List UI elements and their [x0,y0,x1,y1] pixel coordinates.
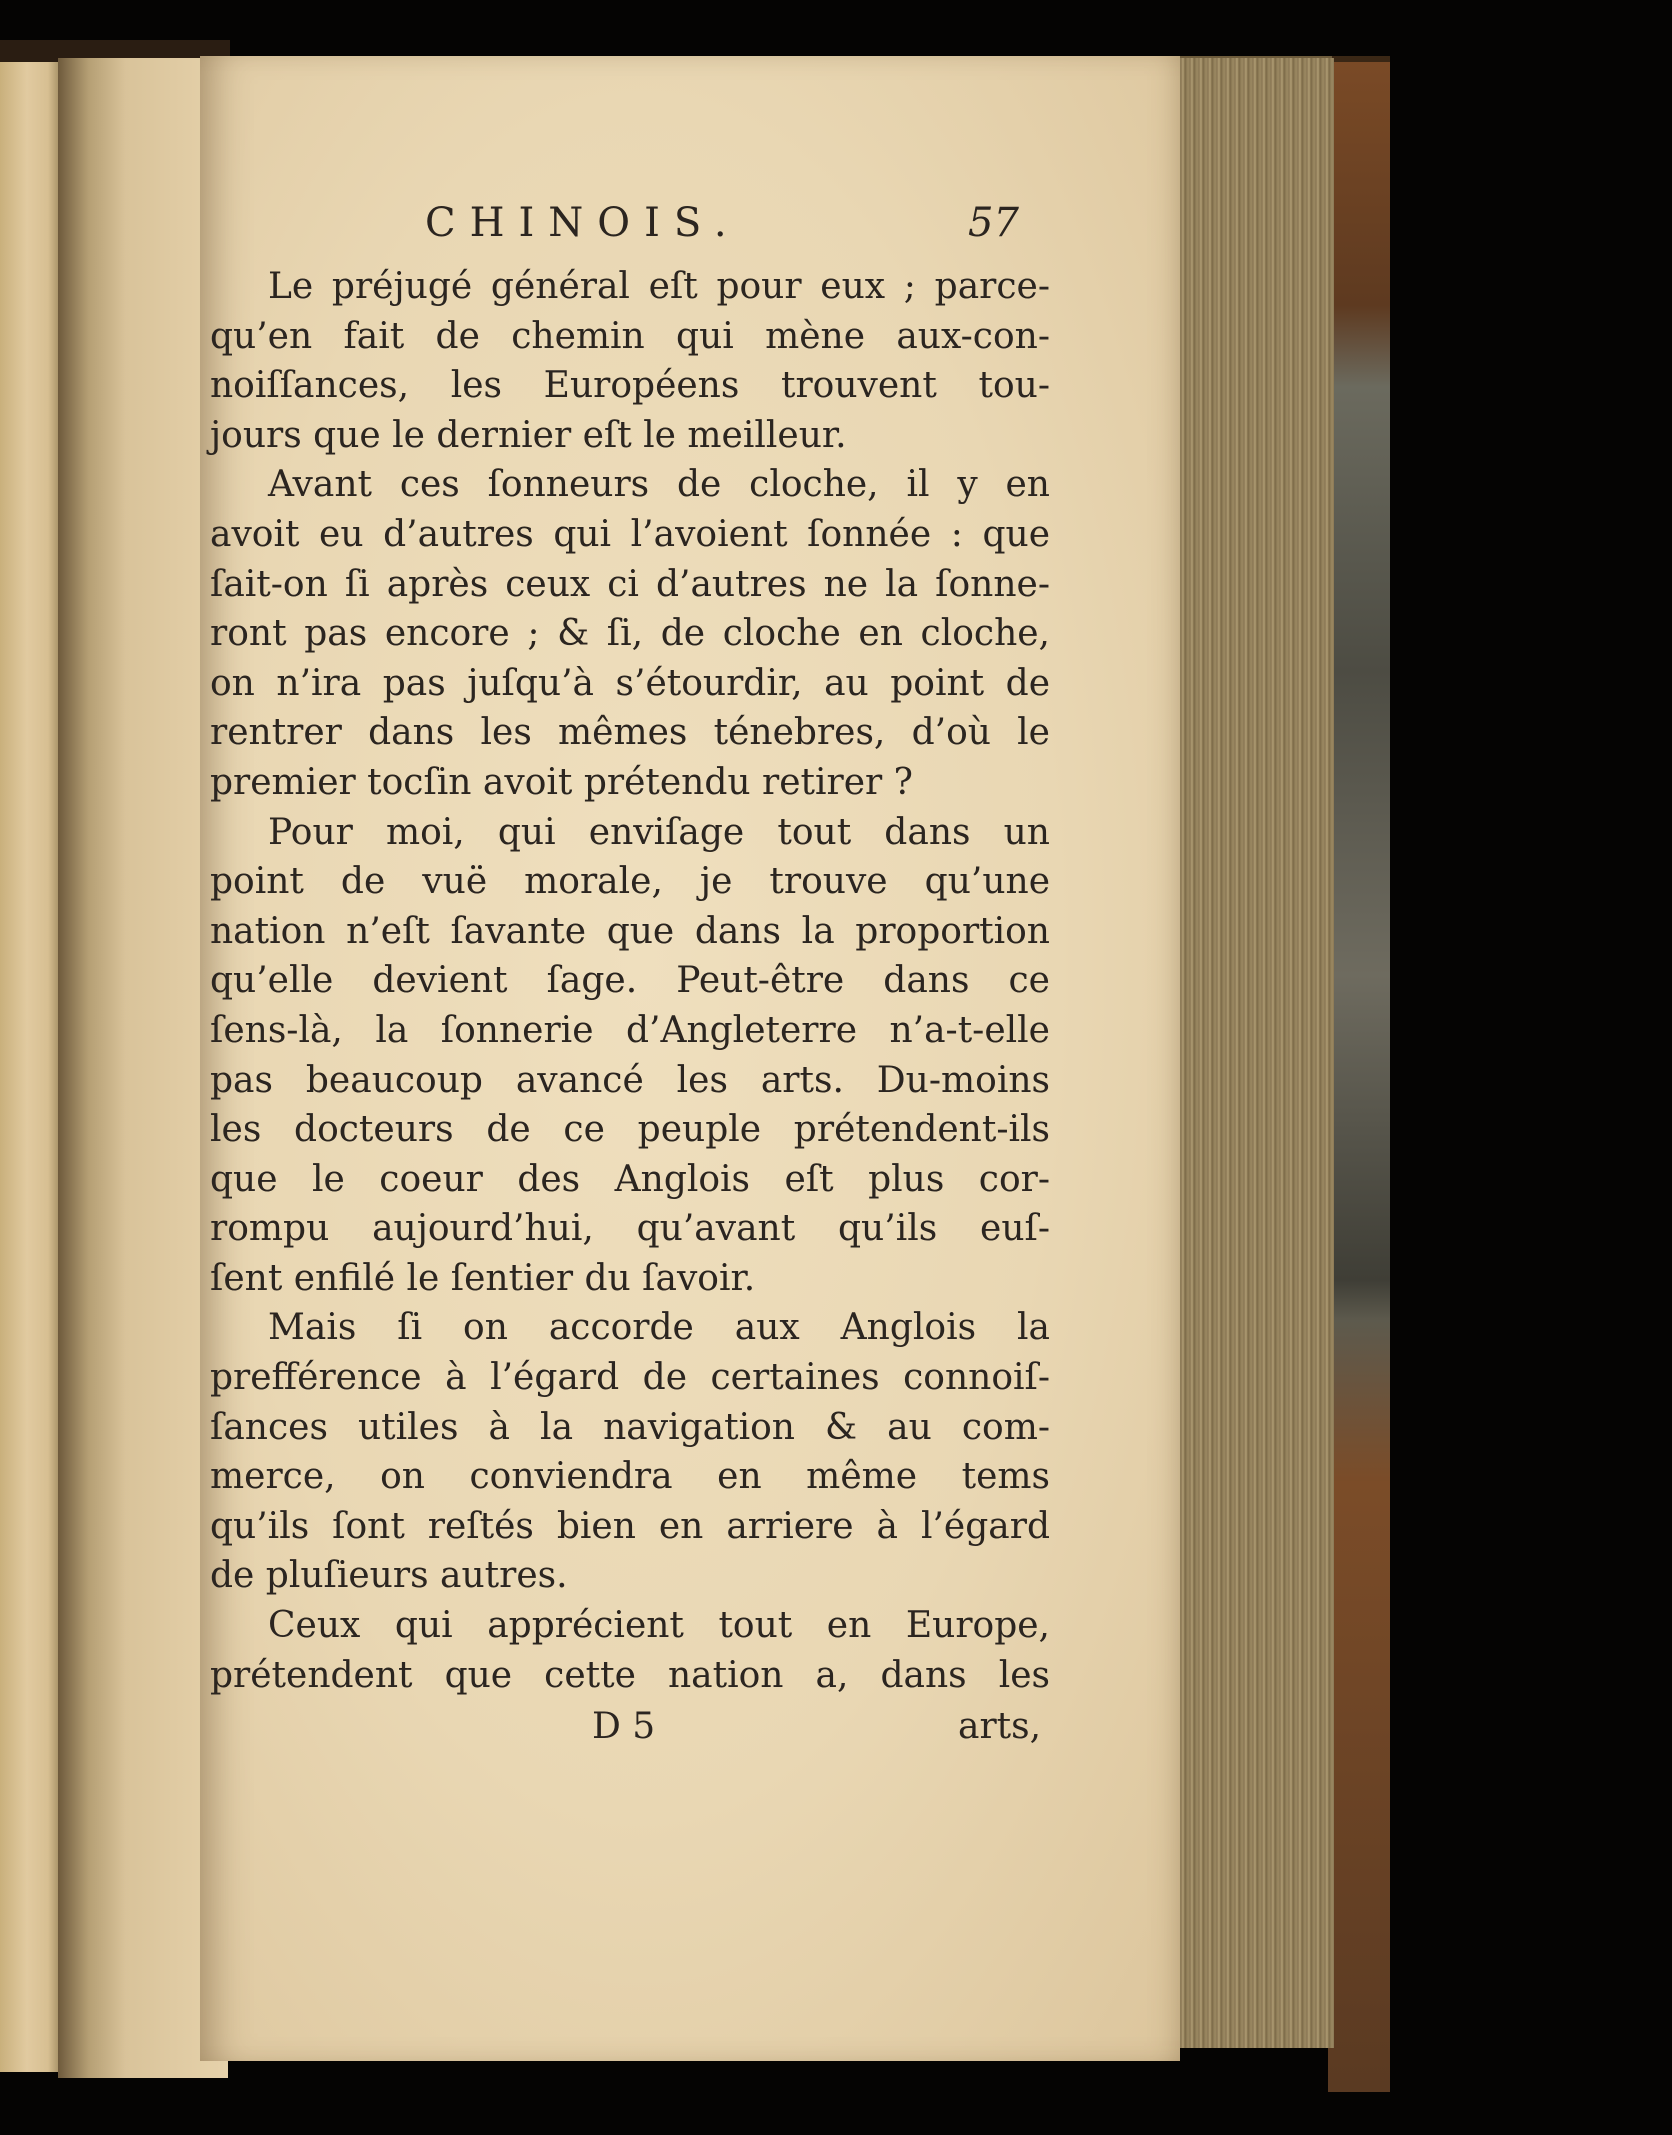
text-line: qu’ils ſont reſtés bien en arriere à l’égard [210,1505,1050,1547]
text-line: noiſſances, les Européens trouvent tou- [210,365,1050,407]
signature-mark: D 5 [592,1706,656,1748]
text-line: qu’elle devient ſage. Peut-être dans ce [210,960,1050,1002]
text-line: Pour moi, qui enviſage tout dans un [268,811,1050,853]
page-text [210,200,1050,1756]
text-line: merce, on conviendra en même tems [210,1456,1050,1498]
text-line: ſent enfilé le ſentier du ſavoir. [210,1257,756,1299]
text-line: prétendent que cette nation a, dans les [210,1654,1050,1696]
text-line: premier tocſin avoit prétendu retirer ? [210,761,913,803]
page-edges [1172,58,1334,2048]
text-line: ront pas encore ; & ſi, de cloche en cloche, [210,613,1050,655]
page-number: 57 [968,200,1019,246]
text-line: Ceux qui apprécient tout en Europe, [268,1605,1050,1647]
text-line: Le préjugé général eſt pour eux ; parce- [268,266,1050,307]
text-line: point de vuë morale, je trouve qu’une [210,861,1050,903]
text-line: Avant ces ſonneurs de cloche, il y en [268,464,1050,506]
text-line: que le coeur des Anglois eſt plus cor- [210,1158,1050,1200]
text-line: Mais ſi on accorde aux Anglois la [268,1307,1050,1349]
text-line: les docteurs de ce peuple prétendent-ils [210,1109,1050,1151]
running-header [210,200,1050,262]
text-line: pas beaucoup avancé les arts. Du-moins [210,1059,1050,1101]
text-line: rompu aujourd’hui, qu’avant qu’ils euſ- [210,1208,1050,1250]
text-line: ſances utiles à la navigation & au com- [210,1406,1050,1448]
book-cover-binding [1328,62,1390,2092]
catchword: arts, [958,1706,1042,1748]
text-line: prefférence à l’égard de certaines connoiſ- [210,1357,1050,1399]
text-line: de pluſieurs autres. [210,1555,568,1597]
text-line: avoit eu d’autres qui l’avoient ſonnée : que [210,513,1050,555]
page-footer [210,1706,1050,1756]
text-line: ſens-là, la ſonnerie d’Angleterre n’a-t-elle [210,1009,1050,1051]
text-line: qu’en fait de chemin qui mène aux-con- [210,315,1050,357]
text-line: rentrer dans les mêmes ténebres, d’où le [210,712,1050,754]
text-line: ſait-on ſi après ceux ci d’autres ne la ſonne- [210,563,1050,605]
running-title: CHINOIS. [425,200,741,246]
text-line: jours que le dernier eſt le meilleur. [210,414,847,456]
text-line: on n’ira pas juſqu’à s’étourdir, au point de [210,662,1050,704]
text-line: nation n’eſt ſavante que dans la proportion [210,910,1050,952]
left-page-sliver [0,62,63,2072]
